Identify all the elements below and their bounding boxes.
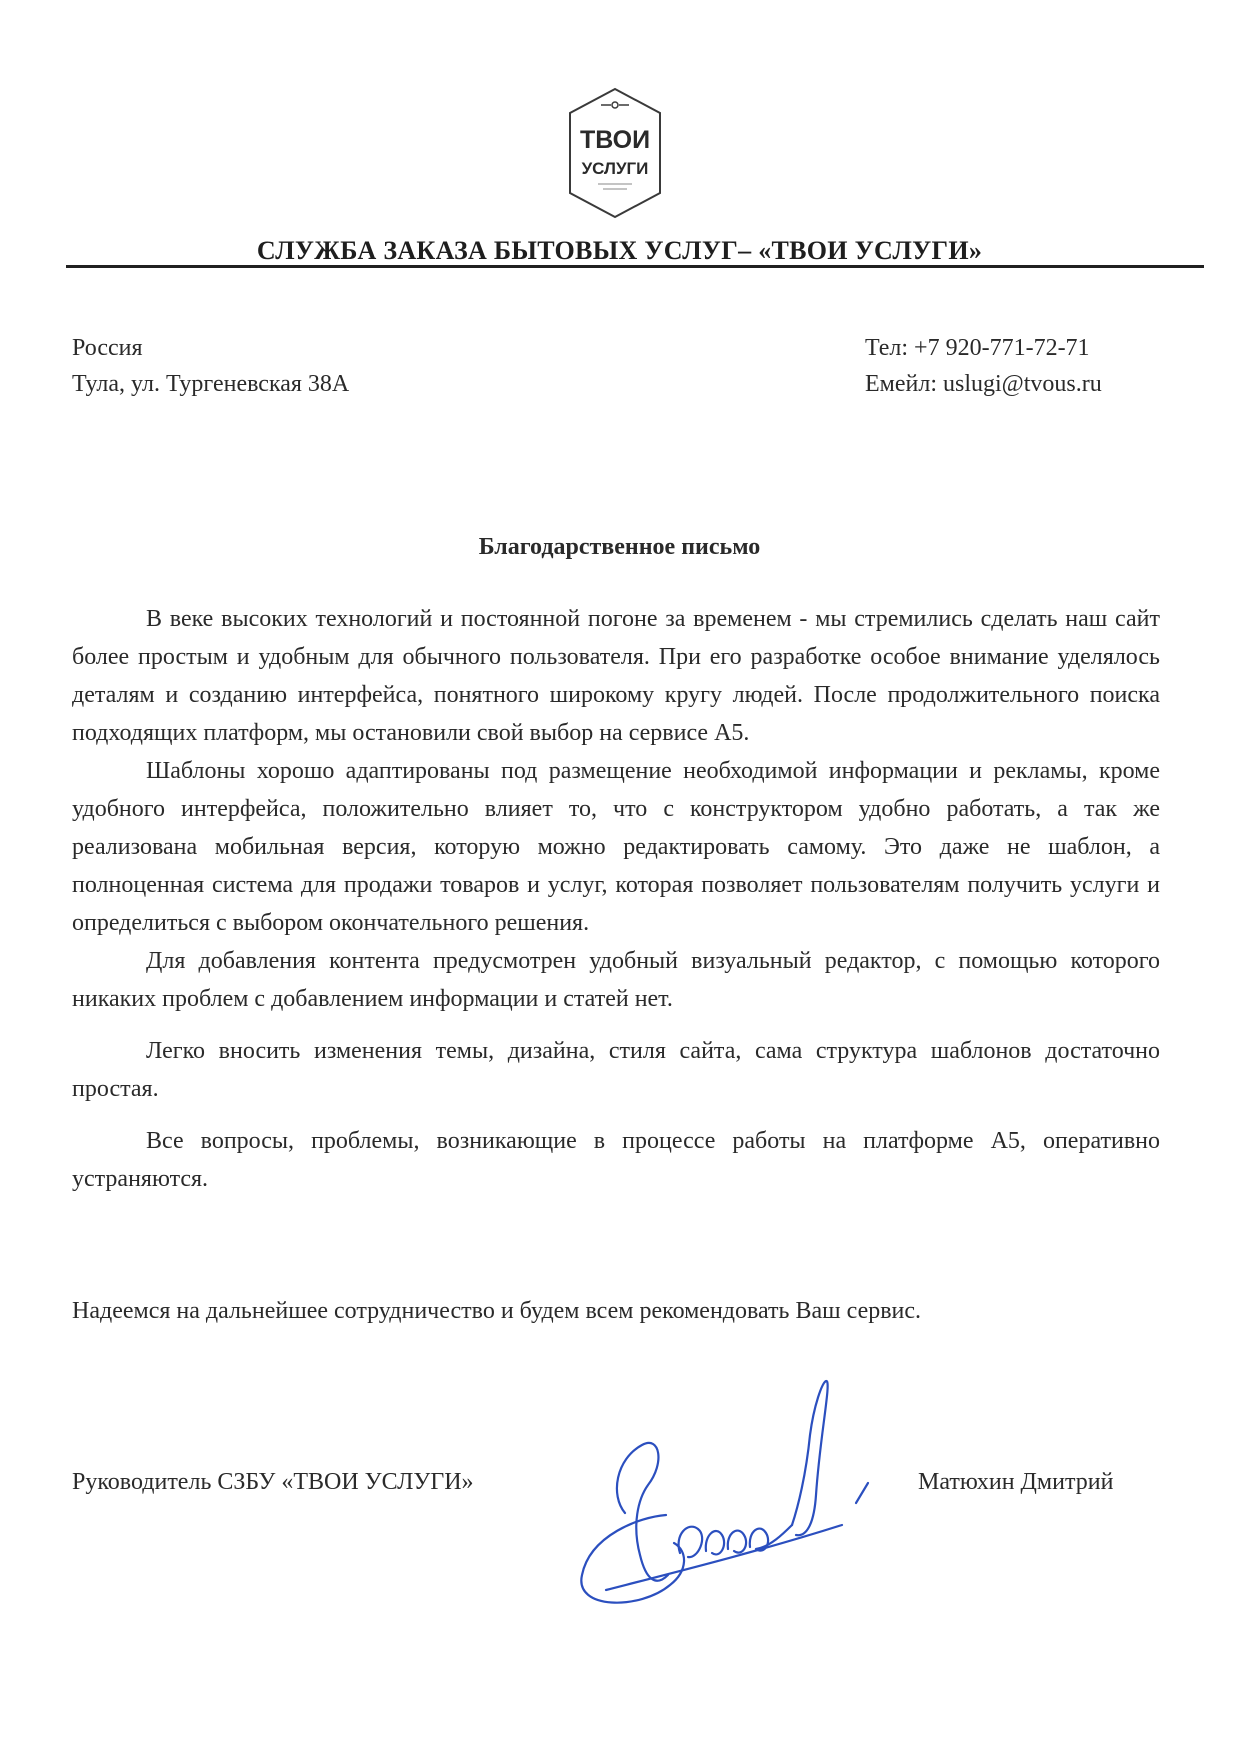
letter-paragraph: Все вопросы, проблемы, возникающие в процессе работы на платформе А5, оперативно устраняются. [72,1128,1160,1192]
logo-text-line1: ТВОИ [579,126,651,154]
letter-paragraph: Шаблоны хорошо адаптированы под размещение необходимой информации и рекламы, кроме удобного интерфейса, положительно влияет то, что с конструктором удобно работать, а так же реализована мобильная версия, которую можно редактировать самому. Это даже не шаблон, а полноценная система для продажи товаров и услуг, которая позволяет пользователям получить услуги и определиться с выбором окончательного решения. [72,758,1160,936]
letter-paragraph: В веке высоких технологий и постоянной погоне за временем - мы стремились сделать наш сайт более простым и удобным для обычного пользователя. При его разработке особое внимание уделялось деталям и созданию интерфейса, понятного широкому кругу людей. После продолжительного поиска подходящих платформ, мы остановили свой выбор на сервисе А5. [72,606,1160,746]
contacts-block [865,330,1102,402]
signatory-role: Руководитель СЗБУ «ТВОИ УСЛУГИ» [72,1469,474,1495]
contact-email: Емейл: uslugi@tvous.ru [865,371,1102,397]
letter-title: Благодарственное письмо [478,534,761,560]
address-country: Россия [72,335,143,361]
letter-paragraph: Для добавления контента предусмотрен удобный визуальный редактор, с помощью которого никаких проблем с добавлением информации и статей нет. [72,948,1160,1012]
address-block [72,330,349,402]
letter-body [72,600,1160,1198]
header-divider [66,265,1204,268]
handwritten-signature [570,1375,900,1610]
organization-title: СЛУЖБА ЗАКАЗА БЫТОВЫХ УСЛУГ– «ТВОИ УСЛУГИ» [256,236,983,265]
signatory-name: Матюхин Дмитрий [918,1469,1114,1495]
company-logo [565,86,665,220]
address-street: Тула, ул. Тургеневская 38А [72,371,350,397]
letter-paragraph: Легко вносить изменения темы, дизайна, стиля сайта, сама структура шаблонов достаточно простая. [72,1038,1160,1102]
contact-phone: Тел: +7 920-771-72-71 [865,335,1090,361]
logo-text-line2: УСЛУГИ [581,159,649,178]
closing-line: Надеемся на дальнейшее сотрудничество и будем всем рекомендовать Ваш сервис. [72,1298,922,1324]
